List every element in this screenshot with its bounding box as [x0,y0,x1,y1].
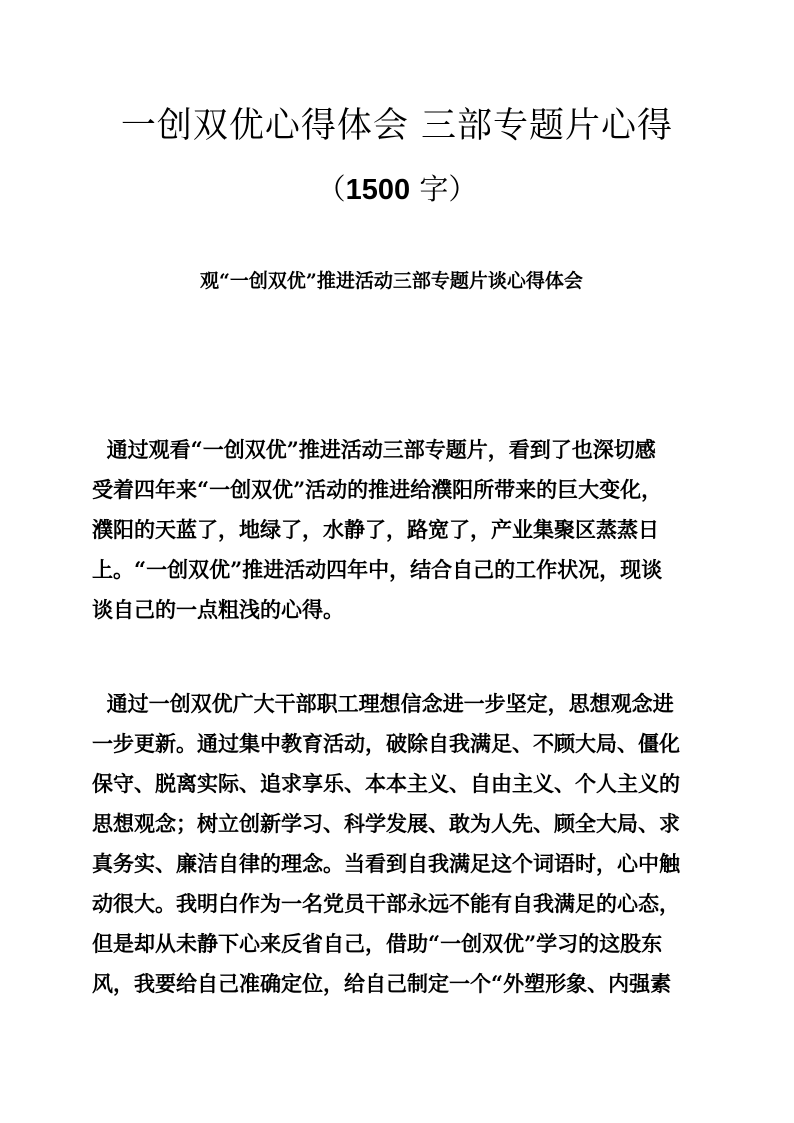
wordcount-open-paren: （ [316,172,346,206]
paragraph-line: 动很大。我明白作为一名党员干部永远不能有自我满足的心态， [92,891,680,916]
paragraph-line: 受着四年来“一创双优”活动的推进给濮阳所带来的巨大变化， [92,477,663,502]
paragraph-line: 一步更新。通过集中教育活动，破除自我满足、不顾大局、僵化 [92,731,680,756]
paragraph-line: 上。“一创双优”推进活动四年中，结合自己的工作状况，现谈 [92,557,663,582]
document-subheading: 观“一创双优”推进活动三部专题片谈心得体会 [200,270,583,292]
wordcount-number: 1500 [345,174,411,206]
paragraph-2 [92,684,704,1004]
paragraph-line: 通过观看“一创双优”推进活动三部专题片，看到了也深切感 [92,437,656,462]
wordcount-unit: 字） [410,172,478,206]
paragraph-line: 但是却从未静下心来反省自己，借助“一创双优”学习的这股东 [92,931,663,956]
paragraph-line: 真务实、廉洁自律的理念。当看到自我满足这个词语时，心中触 [92,851,680,876]
paragraph-line: 谈自己的一点粗浅的心得。 [92,597,344,622]
document-title: 一创双优心得体会 三部专题片心得 [120,106,674,146]
document-title-wordcount [0,165,794,214]
paragraph-1 [92,430,704,630]
paragraph-line: 保守、脱离实际、追求享乐、本本主义、自由主义、个人主义的 [92,771,680,796]
paragraph-line: 通过一创双优广大干部职工理想信念进一步坚定，思想观念进 [92,691,674,716]
paragraph-line: 思想观念；树立创新学习、科学发展、敢为人先、顾全大局、求 [92,811,680,836]
paragraph-line: 风，我要给自己准确定位，给自己制定一个“外塑形象、内强素 [92,971,672,996]
paragraph-line: 濮阳的天蓝了，地绿了，水静了，路宽了，产业集聚区蒸蒸日 [92,517,659,542]
